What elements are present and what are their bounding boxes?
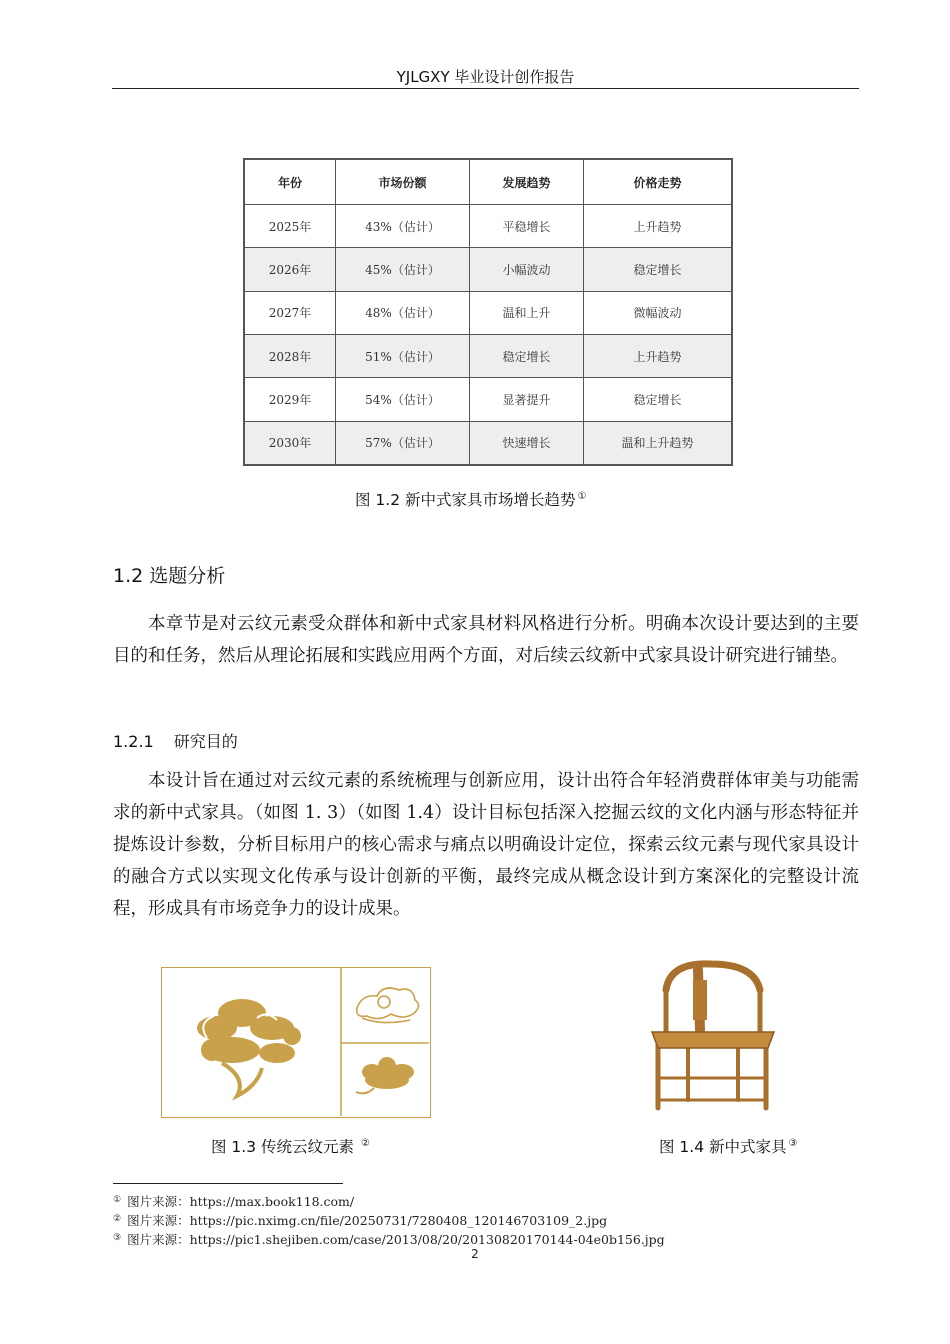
table-cell: 平稳增长 (470, 205, 584, 248)
table-cell: 2028年 (245, 334, 336, 377)
small-cloud-icon (362, 1057, 414, 1089)
table-row (245, 291, 732, 334)
table-cell: 温和上升 (470, 291, 584, 334)
chair-image (648, 960, 778, 1112)
subsection-title: 研究目的 (173, 732, 238, 751)
header-title: YJLGXY 毕业设计创作报告 (396, 68, 575, 86)
table-cell: 57%（估计） (336, 421, 470, 464)
footnote-text[interactable]: 图片来源：https://pic.nximg.cn/file/20250731/7280408_120146703109_2.jpg (127, 1213, 608, 1228)
table-cell: 54%（估计） (336, 378, 470, 421)
caption-text: 图 1.3 传统云纹元素 (211, 1138, 355, 1156)
footnote-ref[interactable]: ① (577, 491, 587, 502)
figure-1-4-caption (659, 1135, 797, 1157)
market-trend-table (244, 159, 732, 465)
table-row (245, 378, 732, 421)
footnote (113, 1230, 665, 1248)
table-cell: 小幅波动 (470, 248, 584, 291)
table-row (245, 205, 732, 248)
page-header (112, 66, 859, 89)
table-cell: 上升趋势 (584, 205, 732, 248)
footnote-mark: ② (113, 1214, 122, 1224)
table-cell: 45%（估计） (336, 248, 470, 291)
table-cell: 51%（估计） (336, 334, 470, 377)
figure-1-2-caption (355, 488, 586, 510)
column-header: 价格走势 (584, 160, 732, 205)
small-cloud-icon (357, 988, 419, 1023)
table-cell: 48%（估计） (336, 291, 470, 334)
page-number: 2 (471, 1247, 479, 1261)
subsection-heading (113, 729, 238, 752)
column-header: 市场份额 (336, 160, 470, 205)
table-row (245, 334, 732, 377)
table-cell: 2027年 (245, 291, 336, 334)
table-cell: 快速增长 (470, 421, 584, 464)
footnote-ref[interactable]: ③ (788, 1138, 798, 1149)
footnote-mark: ① (113, 1195, 122, 1205)
cloud-pattern-image (162, 968, 429, 1116)
column-header: 发展趋势 (470, 160, 584, 205)
footnote-ref[interactable]: ② (360, 1138, 370, 1149)
research-purpose-paragraph: 本设计旨在通过对云纹元素的系统梳理与创新应用，设计出符合年轻消费群体审美与功能需求的新中式家具。（如图 1. 3）（如图 1.4）设计目标包括深入挖掘云纹的文化内涵与形态特征并提炼设计参数，分析目标用户的核心需求与痛点以明确设计定位，探索云纹元素与现代家具设计的融合方式以实现文化传承与设计创新的平衡，最终完成从概念设计到方案深化的完整设计流程，形成具有市场竞争力的设计成果。 (113, 771, 859, 919)
table-row (245, 421, 732, 464)
market-trend-table-figure (243, 158, 733, 466)
section-heading: 1.2 选题分析 (113, 565, 226, 587)
table-cell: 上升趋势 (584, 334, 732, 377)
large-cloud-icon (197, 999, 301, 1063)
table-row (245, 248, 732, 291)
table-header-row (245, 160, 732, 205)
table-cell: 2026年 (245, 248, 336, 291)
column-header: 年份 (245, 160, 336, 205)
table-cell: 2030年 (245, 421, 336, 464)
table-cell: 2029年 (245, 378, 336, 421)
footnote-text[interactable]: 图片来源：https://pic1.shejiben.com/case/2013/08/20/20130820170144-04e0b156.jpg (127, 1232, 665, 1247)
table-cell: 微幅波动 (584, 291, 732, 334)
cloud-pattern-figure (161, 967, 431, 1118)
section-paragraph: 本章节是对云纹元素受众群体和新中式家具材料风格进行分析。明确本次设计要达到的主要目的和任务，然后从理论拓展和实践应用两个方面，对后续云纹新中式家具设计研究进行铺垫。 (113, 614, 859, 666)
footnote-text[interactable]: 图片来源：https://max.book118.com/ (127, 1194, 355, 1209)
footnote-mark: ③ (113, 1233, 122, 1243)
footnote (113, 1192, 354, 1210)
caption-text: 图 1.4 新中式家具 (659, 1138, 787, 1156)
table-cell: 显著提升 (470, 378, 584, 421)
footnote-separator (113, 1183, 343, 1184)
table-cell: 2025年 (245, 205, 336, 248)
figure-1-3-caption (211, 1135, 370, 1157)
table-cell: 稳定增长 (584, 378, 732, 421)
table-cell: 稳定增长 (470, 334, 584, 377)
table-cell: 稳定增长 (584, 248, 732, 291)
table-cell: 43%（估计） (336, 205, 470, 248)
caption-text: 图 1.2 新中式家具市场增长趋势 (355, 491, 576, 509)
footnote (113, 1211, 607, 1229)
subsection-number: 1.2.1 (113, 732, 154, 751)
table-cell: 温和上升趋势 (584, 421, 732, 464)
chair-figure (648, 960, 778, 1112)
